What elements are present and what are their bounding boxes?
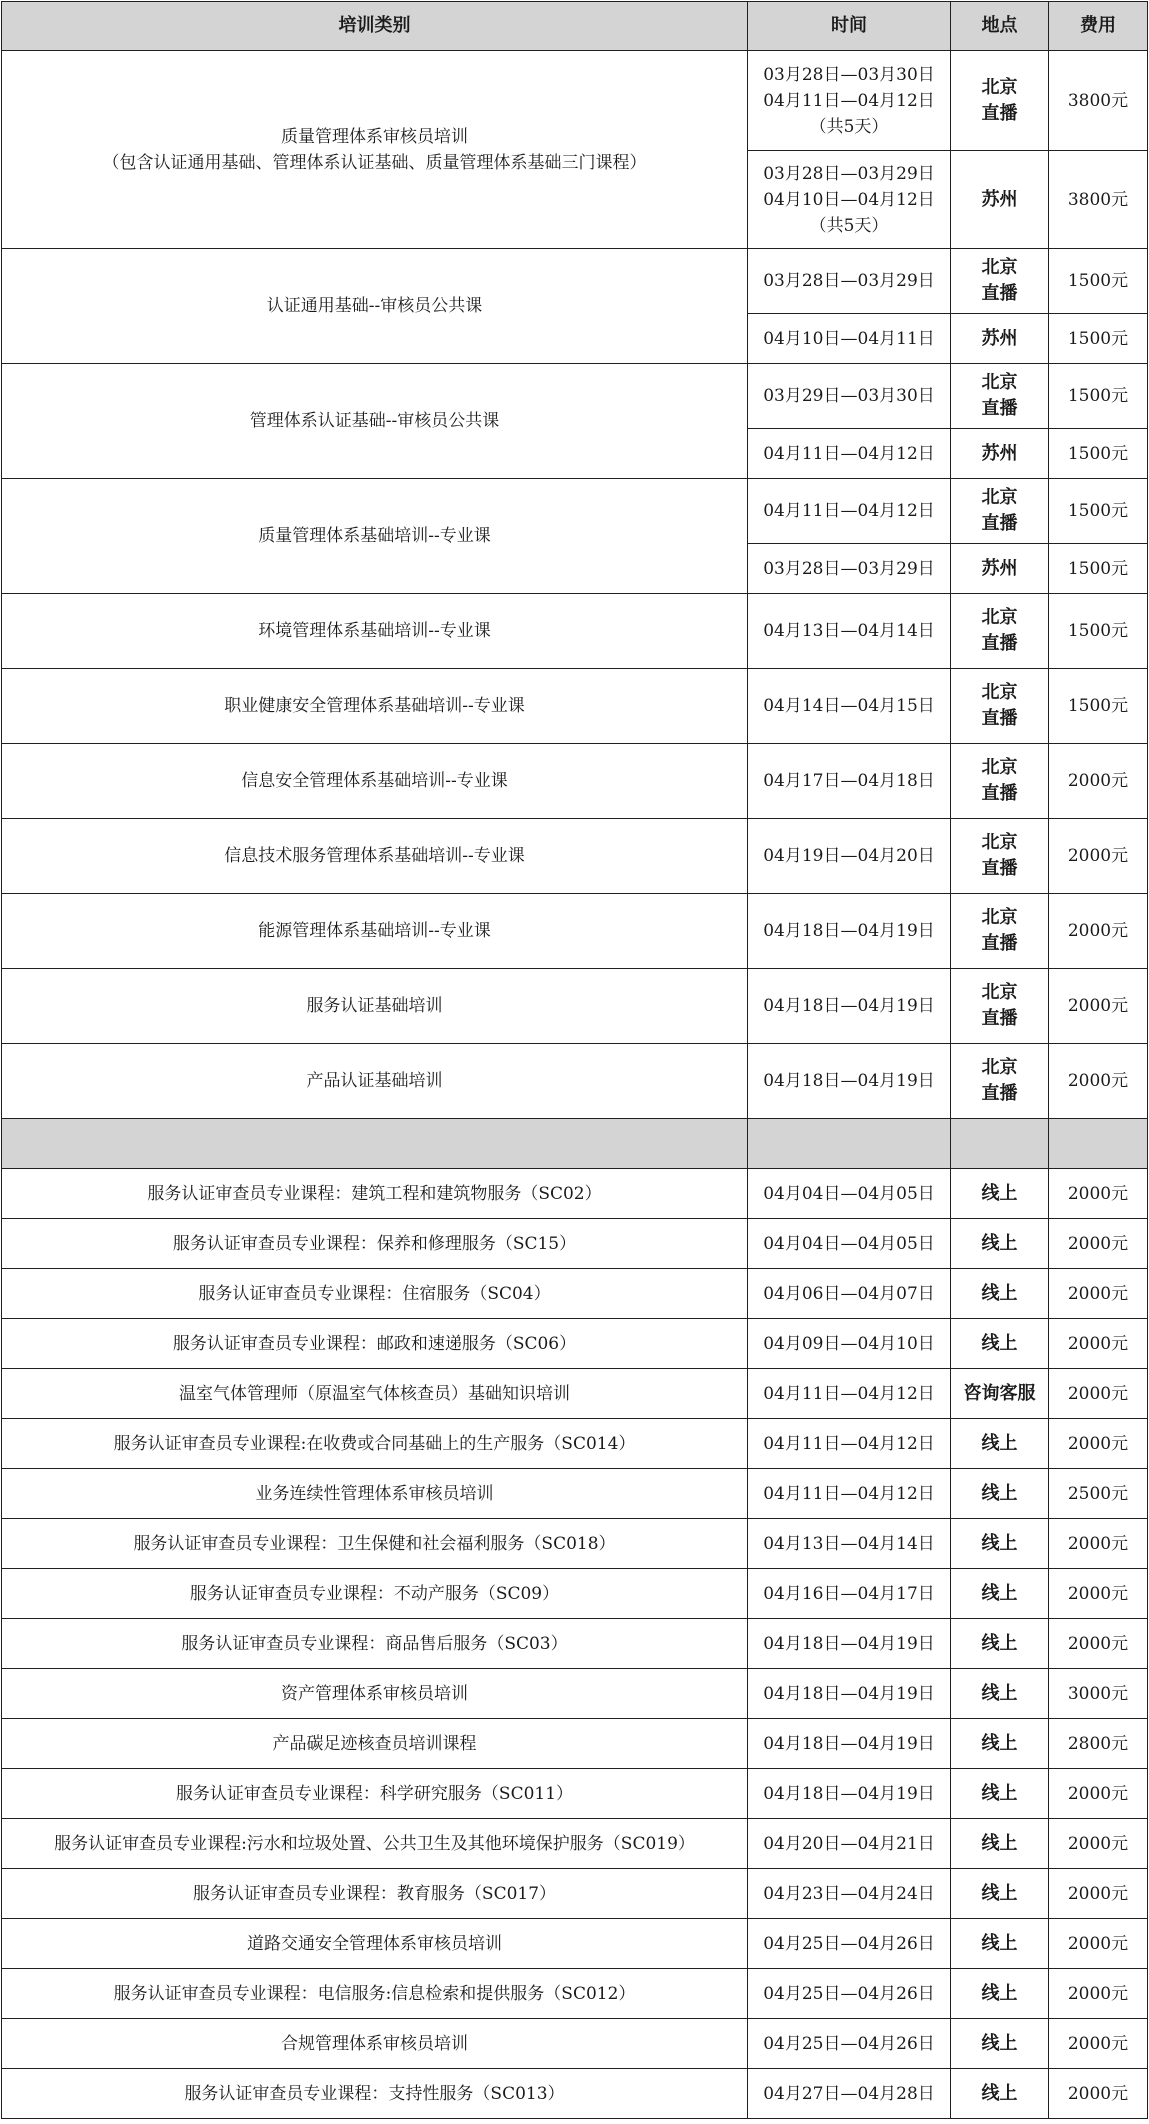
text-line: 03月28日—03月29日	[763, 163, 935, 184]
time-cell: 04月06日—04月07日	[748, 1269, 951, 1319]
table-row	[2, 1219, 1148, 1269]
time-cell: 04月23日—04月24日	[748, 1869, 951, 1919]
text-line: 北京	[981, 907, 1018, 928]
category-cell: 服务认证审查员专业课程：教育服务（SC017）	[2, 1869, 748, 1919]
time-cell	[748, 364, 951, 429]
fee-cell: 2000元	[1049, 1419, 1148, 1469]
text-line: 苏州	[981, 188, 1018, 210]
fee-cell: 2500元	[1049, 1469, 1148, 1519]
category-cell	[2, 819, 748, 894]
text-line: 04月14日—04月15日	[763, 696, 935, 716]
time-cell: 04月25日—04月26日	[748, 1969, 951, 2019]
location-cell: 线上	[951, 2069, 1049, 2119]
time-cell	[748, 669, 951, 744]
location-cell	[951, 429, 1049, 479]
text-line: 04月11日—04月12日	[763, 90, 935, 111]
location-cell	[951, 544, 1049, 594]
category-cell: 服务认证审查员专业课程:污水和垃圾处置、公共卫生及其他环境保护服务（SC019）	[2, 1819, 748, 1869]
location-cell: 线上	[951, 1669, 1049, 1719]
table-row	[2, 1619, 1148, 1669]
table-row	[2, 1719, 1148, 1769]
text-line: 04月10日—04月11日	[763, 328, 935, 349]
location-cell	[951, 479, 1049, 544]
location-cell: 线上	[951, 1619, 1049, 1669]
table-row	[2, 1919, 1148, 1969]
location-cell	[951, 364, 1049, 429]
category-cell: 服务认证审查员专业课程：邮政和速递服务（SC06）	[2, 1319, 748, 1369]
text-line: 03月29日—03月30日	[763, 386, 935, 406]
text-line: （共5天）	[809, 215, 889, 236]
table-row	[2, 669, 1148, 744]
text-line: 03月28日—03月29日	[763, 271, 935, 291]
section-divider-row	[2, 1119, 1148, 1169]
table-row	[2, 1044, 1148, 1119]
text-line: 北京	[981, 372, 1018, 393]
text-line: 直播	[981, 513, 1018, 534]
text-line: 苏州	[981, 442, 1018, 464]
time-cell: 04月18日—04月19日	[748, 1719, 951, 1769]
fee-cell: 1500元	[1049, 364, 1148, 429]
location-cell: 线上	[951, 1269, 1049, 1319]
fee-cell: 2000元	[1049, 1769, 1148, 1819]
time-cell: 04月25日—04月26日	[748, 1919, 951, 1969]
location-cell: 线上	[951, 1319, 1049, 1369]
fee-cell: 2000元	[1049, 1219, 1148, 1269]
time-cell: 04月27日—04月28日	[748, 2069, 951, 2119]
location-cell	[951, 51, 1049, 151]
text-line: 职业健康安全管理体系基础培训--专业课	[224, 696, 525, 716]
table-row	[2, 594, 1148, 669]
category-cell	[2, 969, 748, 1044]
table-row	[2, 1869, 1148, 1919]
time-cell: 04月16日—04月17日	[748, 1569, 951, 1619]
table-row	[2, 1469, 1148, 1519]
table-row	[2, 1369, 1148, 1419]
location-cell	[951, 1044, 1049, 1119]
text-line: 04月19日—04月20日	[763, 846, 935, 866]
time-cell	[748, 744, 951, 819]
category-cell: 温室气体管理师（原温室气体核查员）基础知识培训	[2, 1369, 748, 1419]
time-cell: 04月18日—04月19日	[748, 1619, 951, 1669]
text-line: 北京	[981, 487, 1018, 508]
text-line: 北京	[981, 982, 1018, 1003]
fee-cell: 3000元	[1049, 1669, 1148, 1719]
table-row	[2, 1269, 1148, 1319]
table-row	[2, 1569, 1148, 1619]
fee-cell: 1500元	[1049, 479, 1148, 544]
location-cell	[951, 314, 1049, 364]
time-cell: 04月09日—04月10日	[748, 1319, 951, 1369]
location-cell: 线上	[951, 1469, 1049, 1519]
text-line: 信息技术服务管理体系基础培训--专业课	[224, 846, 525, 866]
text-line: 北京	[981, 682, 1018, 703]
table-row	[2, 1669, 1148, 1719]
text-line: （共5天）	[809, 116, 889, 137]
text-line: 04月13日—04月14日	[763, 621, 935, 641]
text-line: 北京	[981, 757, 1018, 778]
category-cell: 服务认证审查员专业课程：保养和修理服务（SC15）	[2, 1219, 748, 1269]
text-line: 04月17日—04月18日	[763, 771, 935, 791]
time-cell: 04月18日—04月19日	[748, 1769, 951, 1819]
location-cell	[951, 249, 1049, 314]
fee-cell: 2000元	[1049, 1969, 1148, 2019]
fee-cell: 1500元	[1049, 669, 1148, 744]
time-cell: 04月18日—04月19日	[748, 1669, 951, 1719]
text-line: 直播	[981, 783, 1018, 804]
fee-cell: 2000元	[1049, 1619, 1148, 1669]
category-cell: 产品碳足迹核查员培训课程	[2, 1719, 748, 1769]
text-line: 04月10日—04月12日	[763, 189, 935, 210]
location-cell	[951, 819, 1049, 894]
category-cell: 业务连续性管理体系审核员培训	[2, 1469, 748, 1519]
location-cell: 线上	[951, 1419, 1049, 1469]
header-location: 地点	[951, 2, 1049, 51]
location-cell: 线上	[951, 1919, 1049, 1969]
category-cell: 服务认证审查员专业课程：商品售后服务（SC03）	[2, 1619, 748, 1669]
time-cell: 04月25日—04月26日	[748, 2019, 951, 2069]
table-row	[2, 1169, 1148, 1219]
fee-cell: 2000元	[1049, 894, 1148, 969]
table-row	[2, 744, 1148, 819]
text-line: 直播	[981, 102, 1018, 124]
time-cell	[748, 894, 951, 969]
location-cell: 线上	[951, 2019, 1049, 2069]
time-cell	[748, 544, 951, 594]
time-cell	[748, 314, 951, 364]
category-cell: 服务认证审查员专业课程：住宿服务（SC04）	[2, 1269, 748, 1319]
time-cell	[748, 594, 951, 669]
category-cell: 服务认证审查员专业课程：建筑工程和建筑物服务（SC02）	[2, 1169, 748, 1219]
category-cell: 服务认证审查员专业课程：科学研究服务（SC011）	[2, 1769, 748, 1819]
category-cell: 服务认证审查员专业课程：支持性服务（SC013）	[2, 2069, 748, 2119]
time-cell: 04月11日—04月12日	[748, 1469, 951, 1519]
fee-cell: 1500元	[1049, 314, 1148, 364]
text-line: 北京	[981, 1057, 1018, 1078]
location-cell: 线上	[951, 1719, 1049, 1769]
text-line: 北京	[981, 257, 1018, 278]
table-body	[2, 51, 1148, 2119]
text-line: 03月28日—03月30日	[763, 64, 935, 85]
text-line: 苏州	[981, 557, 1018, 579]
text-line: 04月11日—04月12日	[763, 443, 935, 464]
category-cell	[2, 894, 748, 969]
location-cell	[951, 894, 1049, 969]
text-line: 质量管理体系审核员培训	[281, 126, 468, 147]
header-category: 培训类别	[2, 2, 748, 51]
text-line: 直播	[981, 283, 1018, 304]
time-cell: 04月20日—04月21日	[748, 1819, 951, 1869]
category-cell: 服务认证审查员专业课程：电信服务:信息检索和提供服务（SC012）	[2, 1969, 748, 2019]
text-line: 直播	[981, 1008, 1018, 1029]
fee-cell: 2000元	[1049, 1569, 1148, 1619]
fee-cell: 2000元	[1049, 1869, 1148, 1919]
text-line: 04月18日—04月19日	[763, 921, 935, 941]
text-line: （包含认证通用基础、管理体系认证基础、质量管理体系基础三门课程）	[102, 152, 647, 173]
table-row	[2, 1419, 1148, 1469]
text-line: 苏州	[981, 327, 1018, 349]
location-cell: 线上	[951, 1869, 1049, 1919]
fee-cell: 2000元	[1049, 2019, 1148, 2069]
category-cell	[2, 479, 748, 594]
text-line: 北京	[981, 607, 1018, 628]
location-cell	[951, 151, 1049, 249]
text-line: 能源管理体系基础培训--专业课	[258, 921, 491, 941]
fee-cell: 1500元	[1049, 429, 1148, 479]
category-cell: 服务认证审查员专业课程：不动产服务（SC09）	[2, 1569, 748, 1619]
location-cell: 线上	[951, 1769, 1049, 1819]
table-row	[2, 1769, 1148, 1819]
category-cell	[2, 744, 748, 819]
text-line: 产品认证基础培训	[306, 1071, 443, 1091]
location-cell: 线上	[951, 1519, 1049, 1569]
text-line: 质量管理体系基础培训--专业课	[258, 526, 491, 546]
fee-cell: 3800元	[1049, 51, 1148, 151]
time-cell	[748, 151, 951, 249]
text-line: 03月28日—03月29日	[763, 558, 935, 579]
location-cell: 线上	[951, 1219, 1049, 1269]
time-cell	[748, 51, 951, 151]
text-line: 认证通用基础--审核员公共课	[266, 296, 483, 316]
table-row	[2, 1319, 1148, 1369]
time-cell	[748, 479, 951, 544]
category-cell: 资产管理体系审核员培训	[2, 1669, 748, 1719]
divider-cell	[951, 1119, 1049, 1169]
text-line: 直播	[981, 1083, 1018, 1104]
time-cell	[748, 819, 951, 894]
table-row	[2, 819, 1148, 894]
table-row	[2, 51, 1148, 151]
time-cell: 04月13日—04月14日	[748, 1519, 951, 1569]
category-cell: 服务认证审查员专业课程:在收费或合同基础上的生产服务（SC014）	[2, 1419, 748, 1469]
header-row	[2, 2, 1148, 51]
location-cell	[951, 969, 1049, 1044]
table-row	[2, 1969, 1148, 2019]
text-line: 直播	[981, 633, 1018, 654]
table-row	[2, 479, 1148, 544]
category-cell	[2, 249, 748, 364]
fee-cell: 2000元	[1049, 1819, 1148, 1869]
category-cell	[2, 669, 748, 744]
location-cell: 线上	[951, 1169, 1049, 1219]
location-cell	[951, 744, 1049, 819]
fee-cell: 2000元	[1049, 1169, 1148, 1219]
time-cell: 04月04日—04月05日	[748, 1219, 951, 1269]
fee-cell: 2000元	[1049, 1319, 1148, 1369]
text-line: 直播	[981, 708, 1018, 729]
text-line: 04月18日—04月19日	[763, 1071, 935, 1091]
location-cell: 线上	[951, 1819, 1049, 1869]
time-cell: 04月04日—04月05日	[748, 1169, 951, 1219]
location-cell: 线上	[951, 1969, 1049, 2019]
fee-cell: 2000元	[1049, 1044, 1148, 1119]
location-cell: 线上	[951, 1569, 1049, 1619]
divider-cell	[1049, 1119, 1148, 1169]
fee-cell: 2000元	[1049, 819, 1148, 894]
category-cell: 服务认证审查员专业课程：卫生保健和社会福利服务（SC018）	[2, 1519, 748, 1569]
text-line: 直播	[981, 933, 1018, 954]
text-line: 信息安全管理体系基础培训--专业课	[241, 771, 508, 791]
time-cell: 04月11日—04月12日	[748, 1369, 951, 1419]
time-cell	[748, 969, 951, 1044]
fee-cell: 3800元	[1049, 151, 1148, 249]
table-row	[2, 1519, 1148, 1569]
location-cell	[951, 594, 1049, 669]
category-cell	[2, 51, 748, 249]
table-row	[2, 2069, 1148, 2119]
time-cell	[748, 1044, 951, 1119]
text-line: 04月11日—04月12日	[763, 501, 935, 521]
training-schedule-table	[1, 1, 1148, 2119]
divider-cell	[2, 1119, 748, 1169]
fee-cell: 2000元	[1049, 1919, 1148, 1969]
table-row	[2, 249, 1148, 314]
fee-cell: 2000元	[1049, 1519, 1148, 1569]
text-line: 环境管理体系基础培训--专业课	[258, 621, 491, 641]
table-row	[2, 2019, 1148, 2069]
fee-cell: 2000元	[1049, 1369, 1148, 1419]
text-line: 直播	[981, 398, 1018, 419]
table-row	[2, 969, 1148, 1044]
category-cell	[2, 1044, 748, 1119]
text-line: 04月18日—04月19日	[763, 996, 935, 1016]
category-cell	[2, 594, 748, 669]
fee-cell: 2000元	[1049, 1269, 1148, 1319]
category-cell: 道路交通安全管理体系审核员培训	[2, 1919, 748, 1969]
fee-cell: 1500元	[1049, 544, 1148, 594]
location-cell	[951, 669, 1049, 744]
text-line: 管理体系认证基础--审核员公共课	[249, 411, 500, 431]
text-line: 北京	[981, 832, 1018, 853]
fee-cell: 1500元	[1049, 594, 1148, 669]
time-cell	[748, 249, 951, 314]
category-cell: 合规管理体系审核员培训	[2, 2019, 748, 2069]
text-line: 北京	[981, 76, 1018, 98]
header-time: 时间	[748, 2, 951, 51]
fee-cell: 1500元	[1049, 249, 1148, 314]
location-cell: 咨询客服	[951, 1369, 1049, 1419]
category-cell	[2, 364, 748, 479]
header-fee: 费用	[1049, 2, 1148, 51]
text-line: 直播	[981, 858, 1018, 879]
time-cell	[748, 429, 951, 479]
fee-cell: 2800元	[1049, 1719, 1148, 1769]
table-row	[2, 364, 1148, 429]
divider-cell	[748, 1119, 951, 1169]
fee-cell: 2000元	[1049, 2069, 1148, 2119]
table-row	[2, 1819, 1148, 1869]
fee-cell: 2000元	[1049, 744, 1148, 819]
time-cell: 04月11日—04月12日	[748, 1419, 951, 1469]
table-row	[2, 894, 1148, 969]
text-line: 服务认证基础培训	[306, 996, 443, 1016]
fee-cell: 2000元	[1049, 969, 1148, 1044]
